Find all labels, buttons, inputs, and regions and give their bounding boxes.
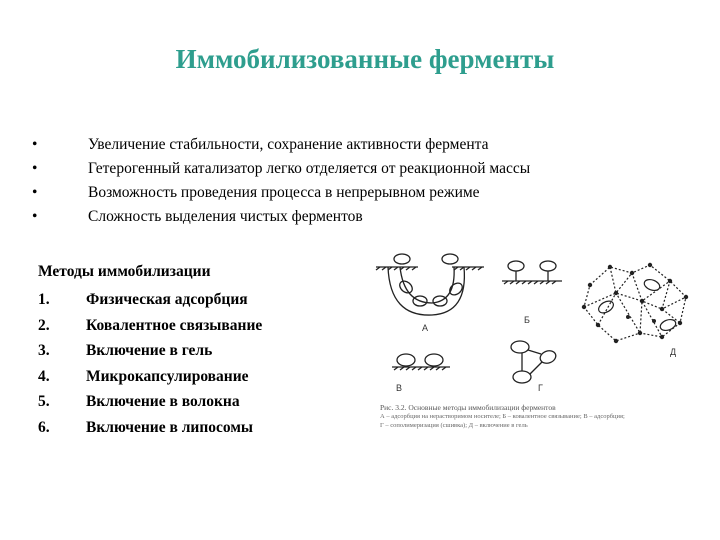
method-number: 4. (38, 367, 50, 385)
bullet-marker: • (32, 208, 38, 225)
bullet-text: Гетерогенный катализатор легко отделяется от реакционной массы (88, 160, 531, 177)
bullet-marker: • (32, 136, 38, 153)
method-label: Физическая адсорбция (86, 291, 248, 308)
bullet-text: Увеличение стабильности, сохранение активности фермента (88, 136, 489, 153)
immobilization-diagram (370, 245, 700, 405)
list-item (32, 157, 672, 181)
method-number: 2. (38, 316, 50, 334)
covalent-panel (502, 261, 562, 284)
panel-label-b: Б (524, 315, 530, 325)
method-number: 6. (38, 418, 50, 436)
adsorption-flat-panel (392, 354, 450, 370)
list-item (32, 133, 672, 157)
bullet-text: Возможность проведения процесса в непрерывном режиме (88, 184, 480, 201)
list-item (32, 181, 672, 205)
adsorption-panel (376, 254, 484, 315)
method-label: Включение в волокна (86, 393, 240, 410)
method-number: 1. (38, 291, 50, 308)
panel-label-d: Д (670, 347, 677, 357)
immobilization-figure (370, 245, 700, 445)
methods-heading: Методы иммобилизации (38, 263, 211, 280)
method-label: Ковалентное связывание (86, 316, 263, 334)
list-item (32, 205, 672, 229)
bullet-marker: • (32, 184, 38, 201)
page-title: Иммобилизованные ферменты (175, 44, 555, 74)
figure-caption-title: Рис. 3.2. Основные методы иммобилизации ферментов (380, 403, 556, 412)
gel-node-dots (582, 263, 688, 343)
method-label: Включение в гель (86, 342, 213, 359)
panel-label-v: В (396, 383, 403, 393)
method-number: 3. (38, 342, 50, 359)
bullet-text: Сложность выделения чистых ферментов (88, 208, 363, 225)
gel-panel (584, 265, 686, 341)
figure-caption-line: А – адсорбция на нерастворимом носителе; Б – ковалентное связывание; В – адсорбция; (380, 413, 625, 420)
method-label: Включение в липосомы (86, 418, 254, 436)
bullet-marker: • (32, 160, 38, 177)
panel-label-a: А (422, 323, 429, 333)
panel-label-g: Г (538, 383, 543, 393)
method-number: 5. (38, 393, 50, 410)
advantages-list (32, 133, 672, 229)
figure-caption-line: Г – сополимеризация (сшивка); Д – включение в гель (380, 422, 528, 429)
crosslink-panel (511, 341, 558, 383)
method-label: Микрокапсулирование (86, 367, 249, 385)
